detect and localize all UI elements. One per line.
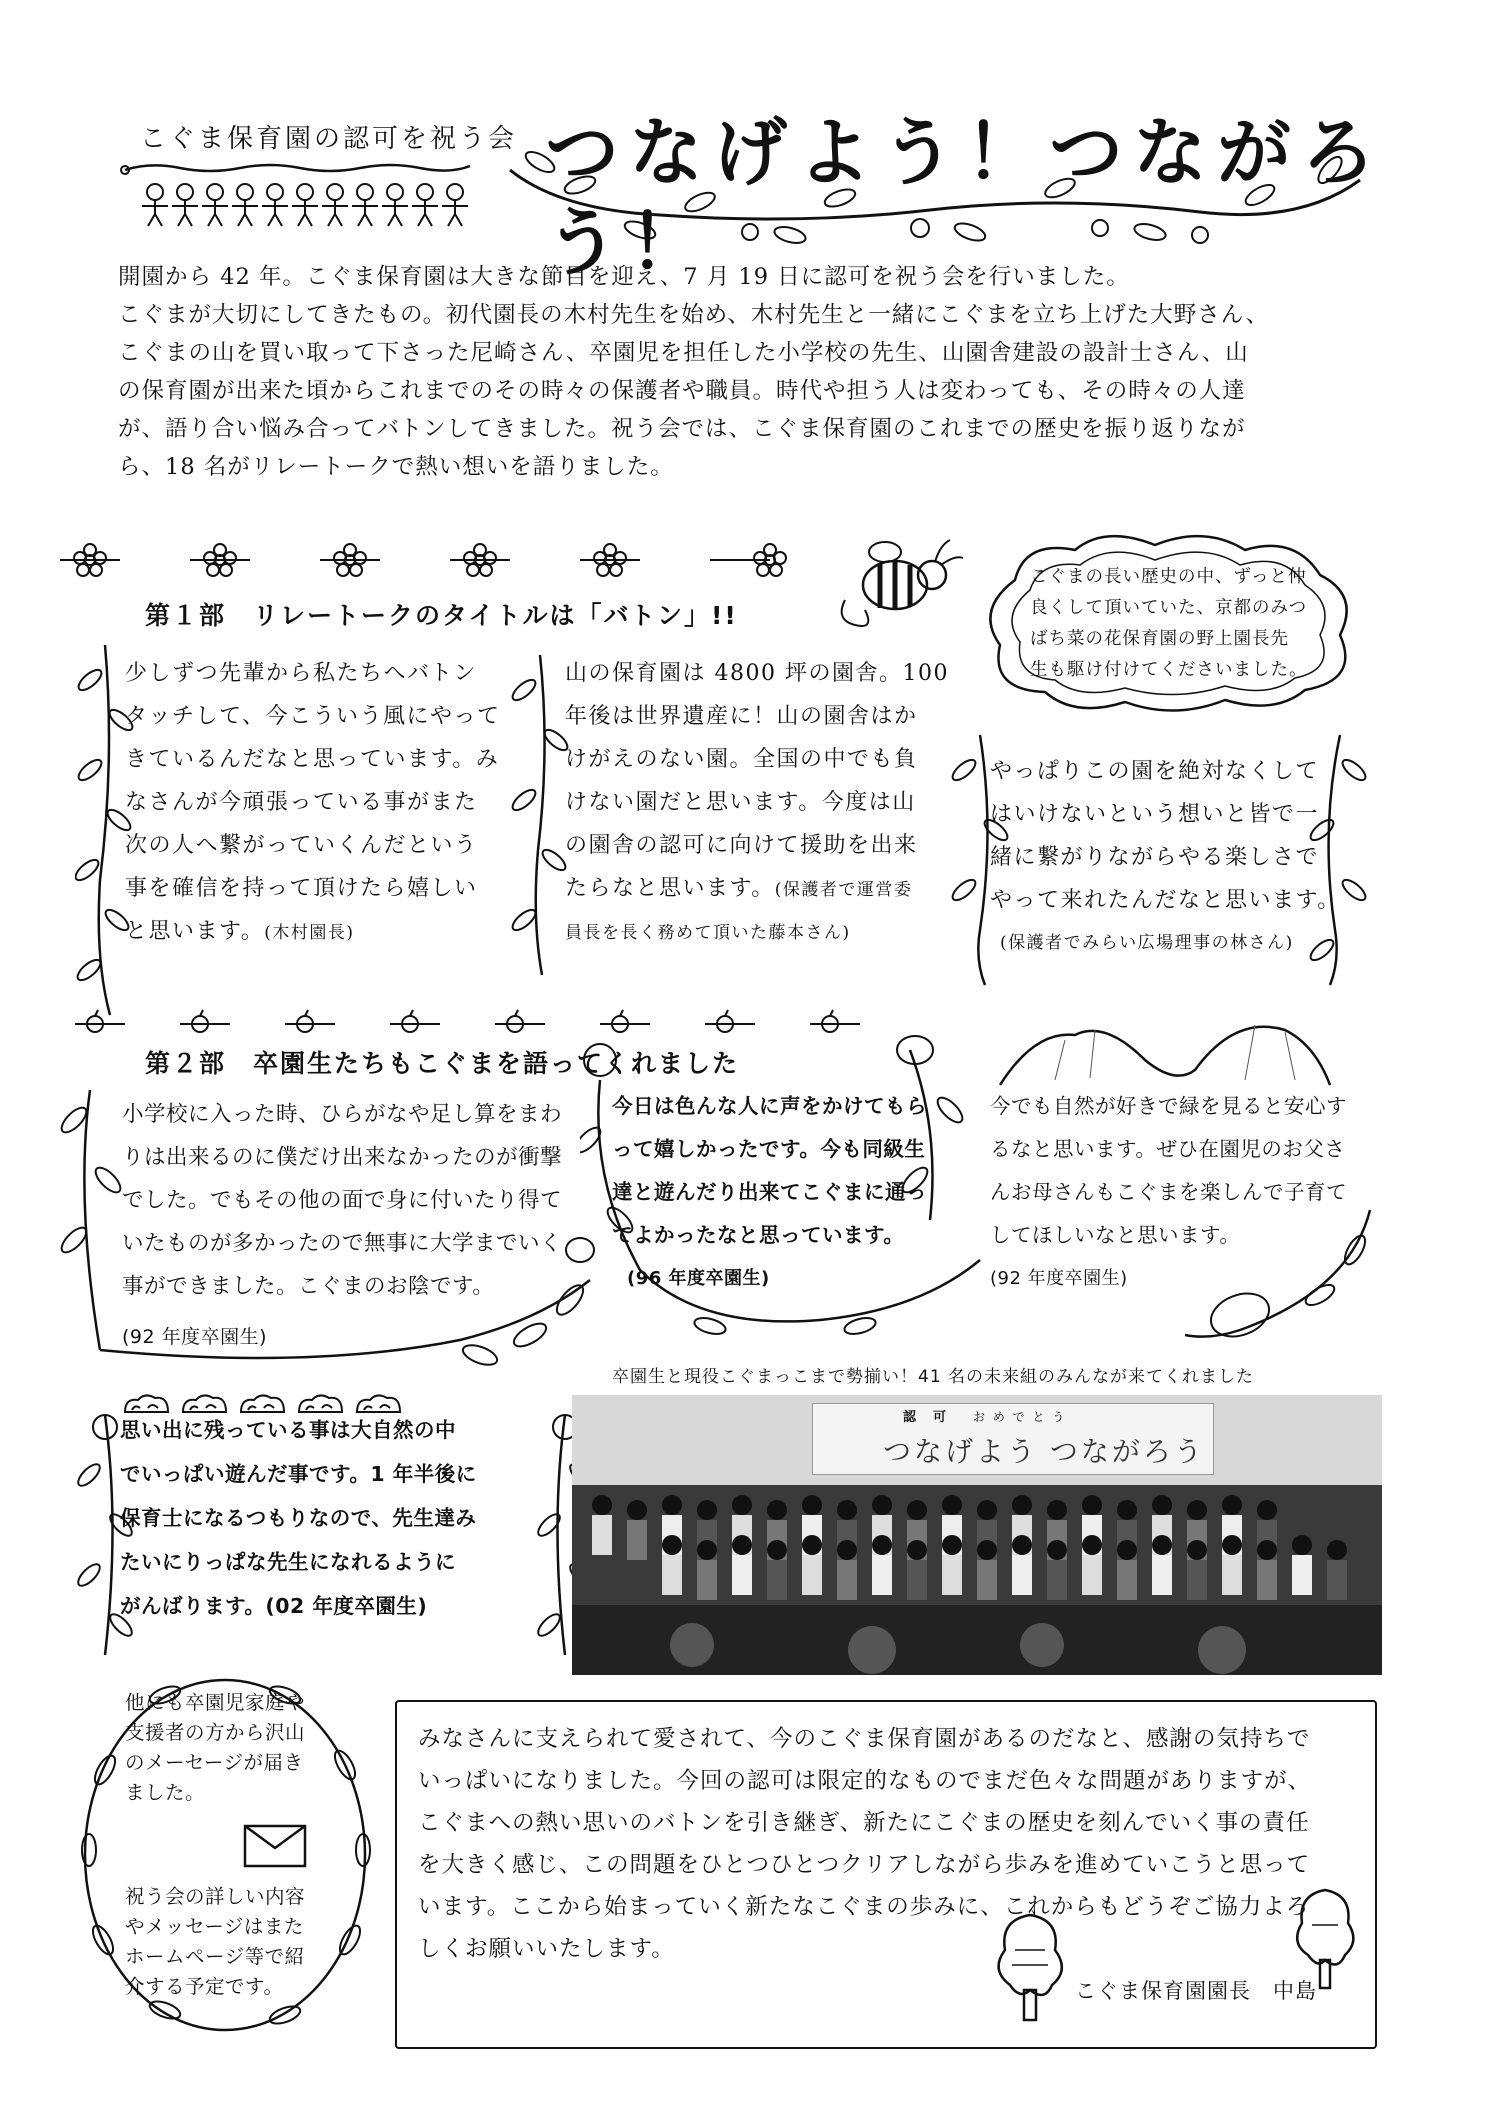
banner-sub-text: お め で と う — [973, 1410, 1067, 1424]
note-line: やメッセージはまた — [125, 1915, 304, 1938]
banner-main-text: つなげよう つながろう — [883, 1435, 1205, 1468]
talk-credit: (保護者で運営委 — [774, 880, 913, 900]
closing-line: いっぱいになりました。今回の認可は限定的なものでまだ色々な問題がありますが、 — [418, 1768, 1312, 1794]
talk-line — [125, 910, 525, 955]
comment-line: 事ができました。こぐまのお陰です。 — [122, 1274, 495, 1299]
relay-talk-kimura — [125, 652, 525, 955]
photo-crowd — [572, 1455, 1382, 1675]
closing-line: みなさんに支えられて愛されて、今のこぐま保育園があるのだなと、感謝の気持ちで — [418, 1726, 1311, 1752]
comment-line: 今でも自然が好きで緑を見ると安心す — [990, 1094, 1347, 1118]
comment-line: 保育士になるつもりなので、先生達み — [120, 1506, 477, 1530]
closing-line: います。ここから始まっていく新たなこぐまの歩みに、これからもどうぞご協力よろ — [418, 1894, 1310, 1920]
note-line: ました。 — [125, 1781, 206, 1804]
envelope-icon — [235, 1816, 355, 1876]
note-line: 祝う会の詳しい内容 — [125, 1885, 306, 1908]
part1-heading: 第１部 リレートークのタイトルは「バトン」!! — [145, 601, 738, 630]
comment-line: んお母さんもこぐまを楽しんで子育て — [990, 1180, 1347, 1204]
note-line: ホームページ等で紹 — [125, 1945, 305, 1968]
talk-credit: (木村園長) — [264, 923, 355, 943]
talk-line: やっぱりこの園を絶対なくして — [990, 759, 1320, 784]
comment-line: たいにりっぱな先生になれるように — [120, 1550, 456, 1574]
graduate-comment-1 — [122, 1093, 592, 1359]
intro-line: が、語り合い悩み合ってバトンしてきました。祝う会では、こぐま保育園のこれまでの歴史を振り返りなが — [118, 416, 1246, 442]
intro-paragraph — [118, 258, 1368, 486]
relay-talk-fujimoto — [565, 652, 965, 955]
vine-garland-illustration — [500, 140, 1370, 250]
banner-small-text: 認 可 — [903, 1410, 949, 1425]
graduate-comment-3 — [990, 1085, 1360, 1300]
talk-line: やって来れたんだなと思います。 — [990, 888, 1341, 913]
comment-line: って嬉しかったです。今も同級生 — [612, 1137, 926, 1161]
comment-credit: (92 年度卒園生) — [122, 1326, 268, 1348]
talk-line: けがえのない園。全国の中でも負 — [565, 747, 918, 772]
talk-line: の園舎の認可に向けて援助を出来 — [565, 833, 918, 858]
intro-line: こぐまが大切にしてきたもの。初代園長の木村先生を始め、木村先生と一緒にこぐまを立ち上げた大野さん、 — [118, 302, 1270, 328]
intro-line: こぐまの山を買い取って下さった尼崎さん、卒園児を担任した小学校の先生、山園舎建設の設計士さん、山 — [118, 340, 1249, 366]
comment-line: るなと思います。ぜひ在園児のお父さ — [990, 1137, 1346, 1161]
talk-line: 次の人へ繋がっていくんだという — [125, 833, 478, 858]
talk-line: はいけないという想いと皆で一 — [990, 802, 1320, 827]
closing-line: こぐまへの熱い思いのバトンを引き継ぎ、新たにこぐまの歴史を刻んでいく事の責任 — [418, 1810, 1310, 1836]
flower-divider — [60, 540, 820, 580]
comment-credit: (92 年度卒園生) — [990, 1268, 1128, 1289]
comment-line: 小学校に入った時、ひらがなや足し算をまわ — [122, 1102, 563, 1127]
part2-heading: 第２部 卒園生たちもこぐまを語ってくれました — [145, 1049, 740, 1078]
guest-note-line: 良くして頂いていた、京都のみつ — [1030, 598, 1308, 618]
graduate-comment-2 — [612, 1085, 992, 1300]
relay-talk-hayashi — [990, 750, 1370, 965]
comment-line: でした。でもその他の面で身に付いたり得て — [122, 1188, 563, 1213]
children-figures-illustration — [140, 180, 470, 230]
comment-line: がんばります。(02 年度卒園生) — [120, 1594, 428, 1618]
page-title: つなげよう！つながろう！ — [545, 110, 1385, 286]
closing-message — [418, 1718, 1368, 1970]
guest-note — [1030, 562, 1308, 686]
talk-line: 緒に繋がりながらやる楽しさで — [990, 845, 1320, 870]
comment-credit: (96 年度卒園生) — [627, 1268, 770, 1289]
comment-line: 思い出に残っている事は大自然の中 — [120, 1418, 456, 1442]
note-line: のメーセージが届き — [125, 1751, 304, 1774]
comment-line: りは出来るのに僕だけ出来なかったのが衝撃 — [122, 1145, 563, 1170]
guest-note-line: ばち菜の花保育園の野上園長先 — [1030, 629, 1289, 649]
closing-line: を大きく感じ、この問題をひとつひとつクリアしながら歩みを進めていこうと思って — [418, 1852, 1311, 1878]
comment-line: でいっぱい遊んだ事です。1 年半後に — [120, 1462, 477, 1486]
note-line: 介する予定です。 — [125, 1975, 284, 1998]
talk-line: 少しずつ先輩から私たちへバトン — [125, 661, 478, 686]
talk-last-text: と思います。 — [125, 919, 265, 944]
signature: こぐま保育園園長 中島 — [1075, 1979, 1317, 2003]
comment-line: てよかったなと思っています。 — [612, 1223, 905, 1247]
event-subtitle: こぐま保育園の認可を祝う会 — [140, 124, 518, 154]
comment-line: してほしいなと思います。 — [990, 1223, 1241, 1247]
talk-line: なさんが今頑張っている事がまた — [125, 790, 478, 815]
subtitle-underline — [120, 158, 480, 178]
talk-line: 年後は世界遺産に！山の園舎はか — [565, 704, 918, 729]
note-line: 支援者の方から沢山 — [125, 1721, 306, 1744]
guest-note-line: こぐまの長い歴史の中、ずっと仲 — [1030, 567, 1307, 587]
comment-line: 今日は色んな人に声をかけてもら — [612, 1094, 927, 1118]
group-photo — [572, 1395, 1382, 1675]
bee-illustration — [835, 530, 975, 640]
photo-caption: 卒園生と現役こぐまっこまで勢揃い！41 名の未来組のみんなが来てくれました — [612, 1367, 1255, 1387]
graduate-comment-4 — [120, 1408, 540, 1628]
talk-line: タッチして、今こういう風にやって — [125, 704, 501, 729]
talk-line: 事を確信を持って頂けたら嬉しい — [125, 876, 478, 901]
comment-line: 達と遊んだり出来てこぐまに通っ — [612, 1180, 927, 1204]
mountains-illustration — [995, 1010, 1335, 1090]
intro-line: の保育園が出来た頃からこれまでのその時々の保護者や職員。時代や担う人は変わっても、その時々の人達 — [118, 378, 1246, 404]
comment-line: いたものが多かったので無事に大学までいく — [122, 1231, 563, 1256]
talk-line: けない園だと思います。今度は山 — [565, 790, 916, 815]
intro-line: 開園から 42 年。こぐま保育園は大きな節目を迎え、7 月 19 日に認可を祝う会を行いました。 — [118, 264, 1130, 290]
talk-last-text: たらなと思います。 — [565, 876, 775, 901]
note-line: 他にも卒園児家庭や — [125, 1691, 306, 1714]
talk-line: 山の保育園は 4800 坪の園舎。100 — [565, 661, 949, 686]
talk-line — [565, 867, 965, 912]
closing-line: しくお願いいたします。 — [418, 1936, 675, 1962]
talk-credit: 員長を長く務めて頂いた藤本さん) — [565, 923, 851, 943]
tree-illustration — [990, 1910, 1070, 2030]
talk-line: きているんだなと思っています。み — [125, 747, 500, 772]
talk-credit: (保護者でみらい広場理事の林さん) — [1000, 933, 1294, 953]
intro-line: ら、18 名がリレートークで熱い想いを語りました。 — [118, 454, 674, 480]
guest-note-line: 生も駆け付けてくださいました。 — [1030, 660, 1308, 680]
messages-note — [125, 1688, 355, 2002]
